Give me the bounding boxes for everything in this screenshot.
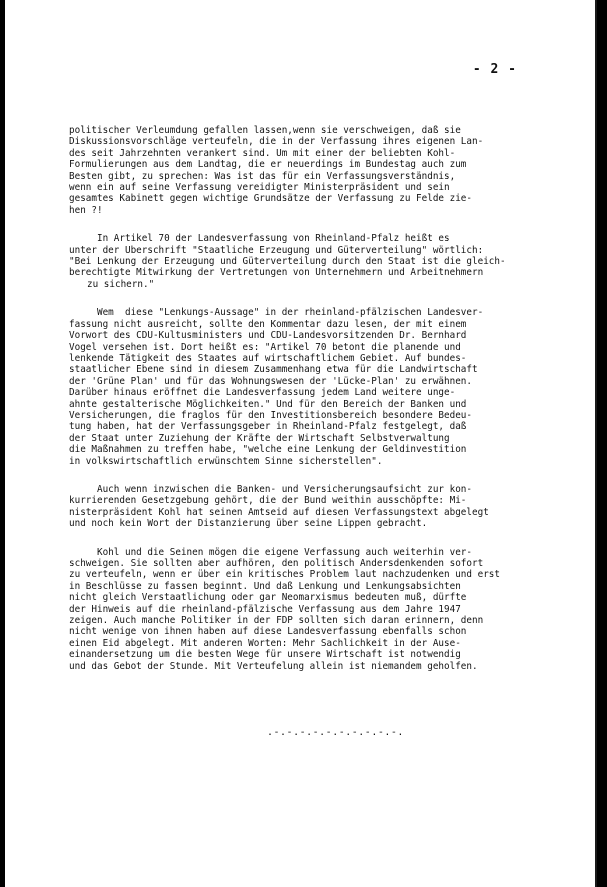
text-line: lenkende Tätigkeit des Staates auf wirtschaftlichem Gebiet. Auf bundes-	[69, 352, 467, 364]
text-line: gesamtes Kabinett gegen wichtige Grundsätze der Verfassung zu Felde zie-	[69, 193, 472, 205]
document-body	[69, 125, 555, 689]
text-line: in volkswirtschaftlich erwünschtem Sinne sicherstellen".	[69, 455, 383, 467]
paragraph-5	[69, 547, 555, 672]
text-line: Auch wenn inzwischen die Banken- und Versicherungsaufsicht zur kon-	[69, 483, 472, 495]
text-line: politischer Verleumdung gefallen lassen,wenn sie verschweigen, daß sie	[69, 125, 461, 136]
text-line: schweigen. Sie sollten aber aufhören, den politisch Andersdenkenden sofort	[69, 558, 484, 569]
document-page	[5, 0, 597, 887]
text-line: zeigen. Auch manche Politiker in der FDP sollten sich daran erinnern, denn	[69, 615, 484, 627]
text-line: Diskussionsvorschläge verteufeln, die in der Verfassung ihres eigenen Lan-	[69, 136, 484, 148]
text-line: nisterpräsident Kohl hat seinen Amtseid auf diesen Verfassungstext abgelegt	[69, 506, 489, 518]
text-line: Darüber hinaus eröffnet die Landesverfassung jedem Land weitere unge-	[69, 387, 456, 399]
text-line: die Maßnahmen zu treffen habe, "welche eine Lenkung der Geldinvestition	[69, 444, 467, 456]
text-line: der Staat unter Zuziehung der Kräfte der Wirtschaft Selbstverwaltung	[69, 432, 450, 444]
text-line: Vogel versehen ist. Dort heißt es: "Artikel 70 betont die planende und	[69, 341, 461, 353]
text-line: staatlicher Ebene sind in diesem Zusammenhang etwa für die Landwirtschaft	[69, 364, 478, 376]
text-line: der 'Grüne Plan' und für das Wohnungswesen der 'Lücke-Plan' zu erwähnen.	[69, 375, 472, 387]
text-line: In Artikel 70 der Landesverfassung von Rheinland-Pfalz heißt es	[69, 233, 450, 245]
text-line: fassung nicht ausreicht, sollte den Kommentar dazu lesen, der mit einem	[69, 318, 467, 330]
text-line: des seit Jahrzehnten verankert sind. Um mit einer der beliebten Kohl-	[69, 147, 456, 159]
end-divider: .-.-.-.-.-.-.-.-.-.-.	[267, 727, 404, 738]
text-line: ahnte gestalterische Möglichkeiten." Und für den Bereich der Banken und	[69, 398, 467, 410]
text-line: Wem diese "Lenkungs-Aussage" in der rheinland-pfälzischen Landesver-	[69, 307, 484, 319]
text-line: einandersetzung um die besten Wege für unsere Wirtschaft ist notwendig	[69, 649, 461, 661]
text-line: Besten gibt, zu sprechen: Was ist das für ein Verfassungsverständnis,	[69, 170, 456, 182]
text-line: Vorwort des CDU-Kultusministers und CDU-Landesvorsitzenden Dr. Bernhard	[69, 330, 467, 342]
text-line: tung haben, hat der Verfassungsgeber in Rheinland-Pfalz festgelegt, daß	[69, 421, 467, 433]
paragraph-1	[69, 125, 555, 216]
text-line: Versicherungen, die fraglos für den Investitionsbereich besondere Bedeu-	[69, 409, 472, 421]
text-line: Formulierungen aus dem Landtag, die er neuerdings im Bundestag auch zum	[69, 159, 467, 171]
text-line: Kohl und die Seinen mögen die eigene Verfassung auch weiterhin ver-	[69, 546, 472, 558]
text-line: wenn ein auf seine Verfassung vereidigter Ministerpräsident und sein	[69, 182, 450, 194]
text-line: kurrierenden Gesetzgebung gehört, die der Bund weithin ausschöpfte: Mi-	[69, 495, 467, 507]
text-line: berechtigte Mitwirkung der Vertretungen von Unternehmern und Arbeitnehmern	[69, 267, 484, 279]
text-line: unter der Überschrift "Staatliche Erzeugung und Güterverteilung" wörtlich:	[69, 244, 484, 256]
text-line: nicht wenige von ihnen haben auf diese Landesverfassung ebenfalls schon	[69, 626, 467, 638]
text-line: und das Gebot der Stunde. Mit Verteufelung allein ist niemandem geholfen.	[69, 660, 478, 672]
text-line: in Beschlüsse zu fassen beginnt. Und daß Lenkung und Lenkungsabsichten	[69, 580, 461, 592]
page-number: - 2 -	[472, 62, 517, 77]
text-line: einen Eid abgelegt. Mit anderen Worten: Mehr Sachlichkeit in der Ause-	[69, 637, 461, 649]
paragraph-4	[69, 484, 555, 530]
text-line: nicht gleich Verstaatlichung oder gar Neomarxismus bedeuten muß, dürfte	[69, 592, 467, 604]
paragraph-2	[69, 233, 555, 290]
paragraph-3	[69, 307, 555, 467]
text-line: und noch kein Wort der Distanzierung über seine Lippen gebracht.	[69, 518, 428, 530]
text-line: hen ?!	[69, 204, 103, 216]
text-line: "Bei Lenkung der Erzeugung und Güterverteilung durch den Staat ist die gleich-	[69, 256, 506, 268]
text-line: zu sichern."	[87, 278, 155, 290]
text-line: zu verteufeln, wenn er über ein kritisches Problem laut nachzudenken und erst	[69, 569, 500, 581]
text-line: der Hinweis auf die rheinland-pfälzische Verfassung aus dem Jahre 1947	[69, 603, 461, 615]
